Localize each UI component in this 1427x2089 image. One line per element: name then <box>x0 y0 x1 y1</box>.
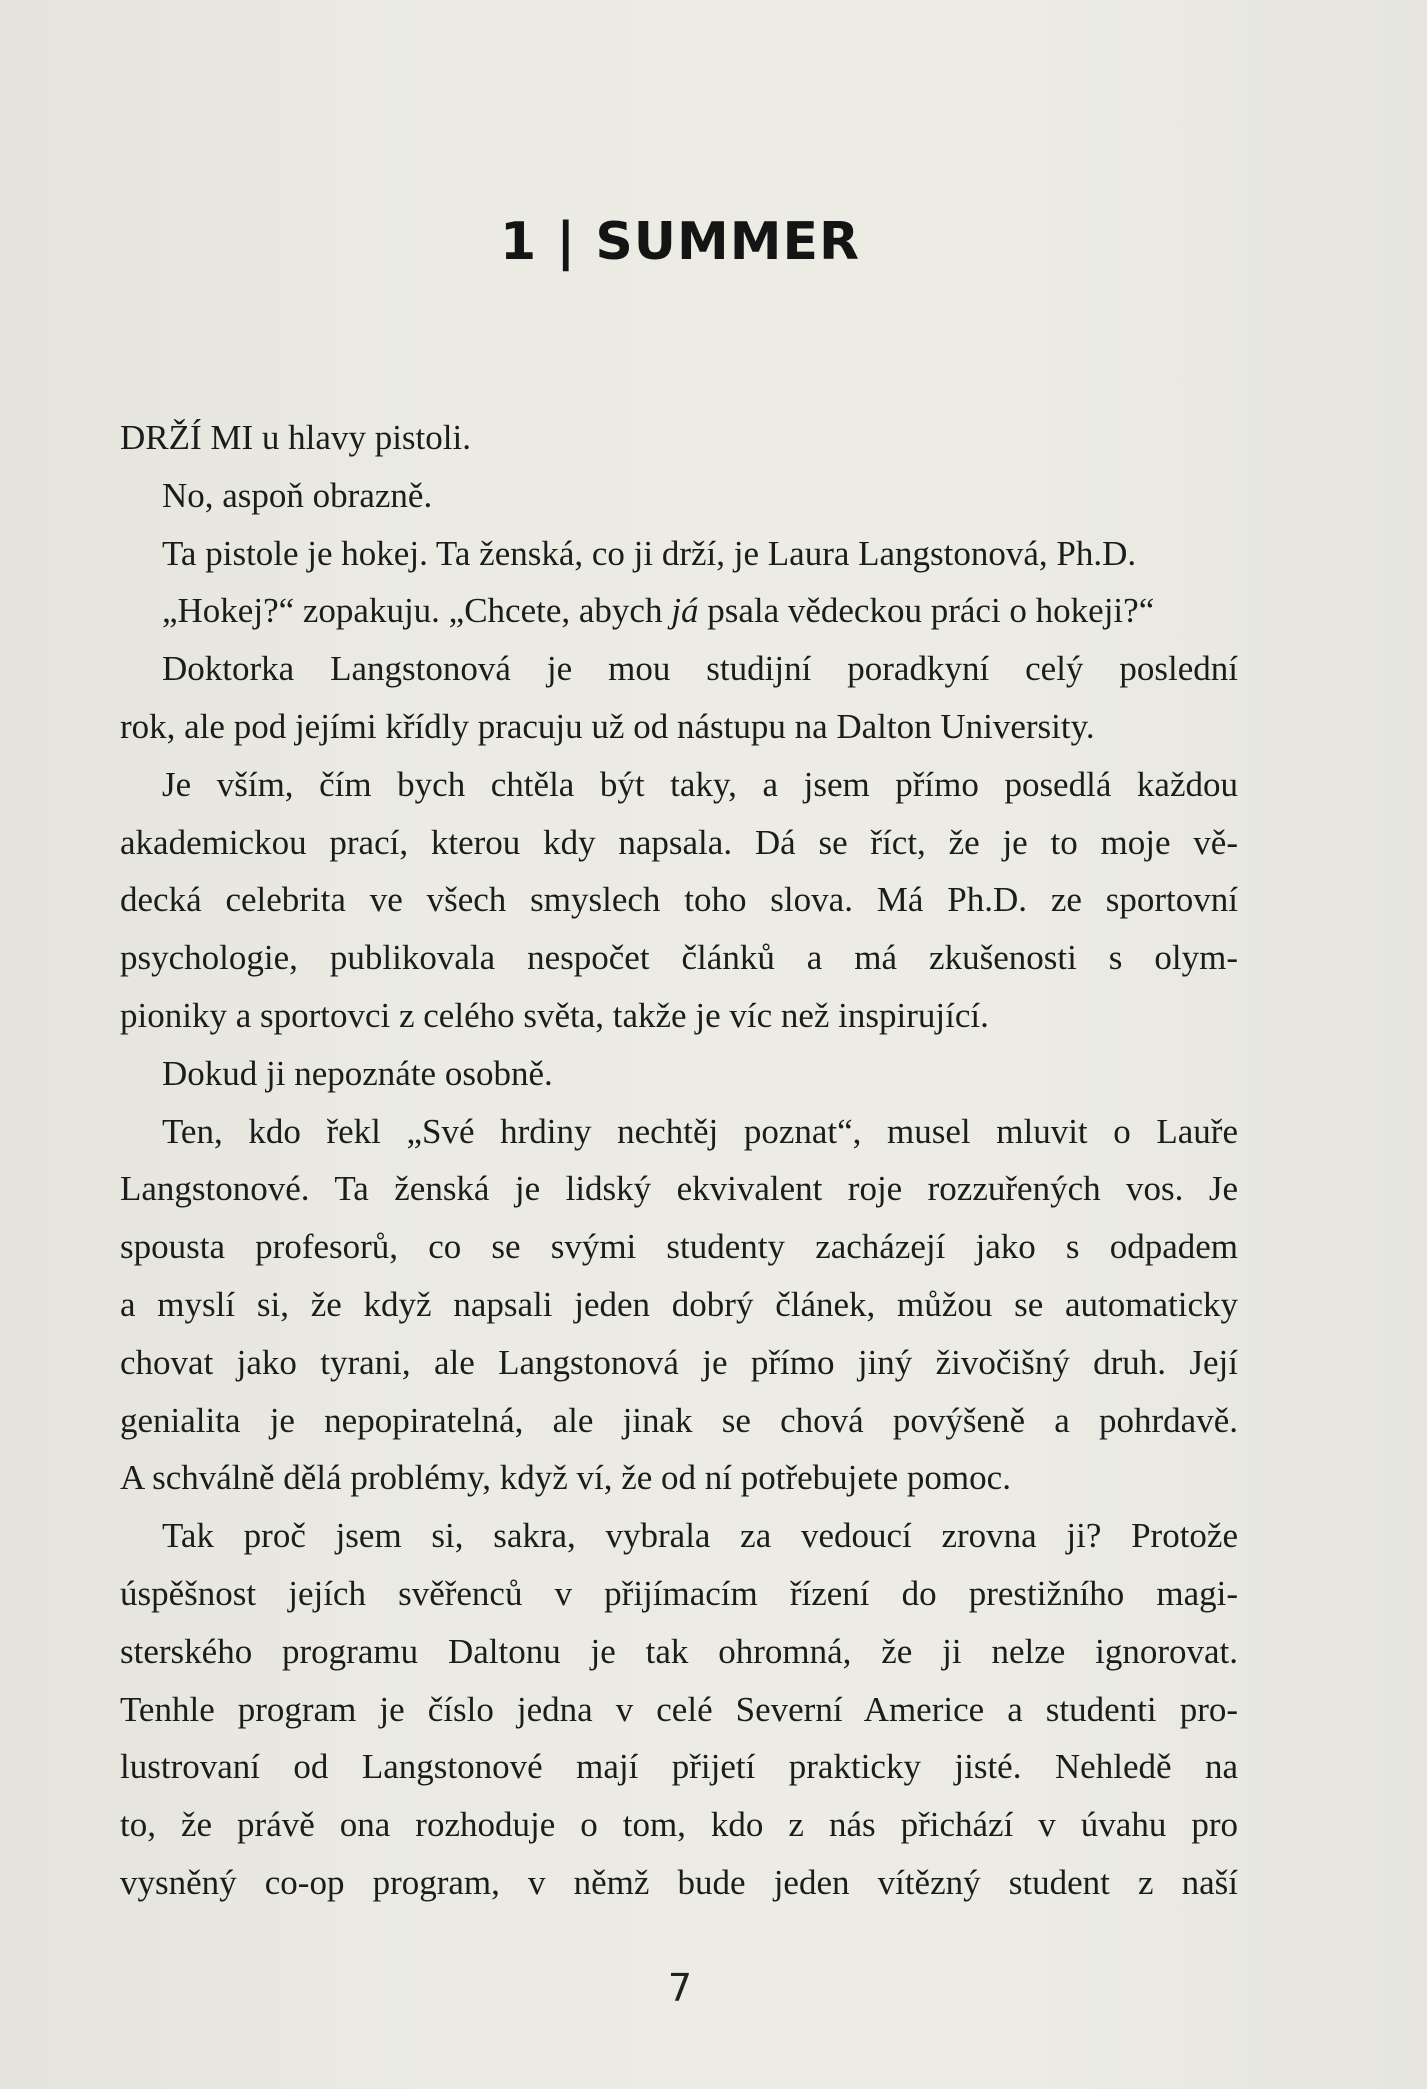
text-line: Langstonové. Ta ženská je lidský ekvivalent roje rozzuřených vos. Je <box>120 1169 1238 1209</box>
text-line: „Hokej?“ zopakuju. „Chcete, abych já psala vědeckou práci o hokeji?“ <box>162 591 1155 631</box>
text-line: Ten, kdo řekl „Své hrdiny nechtěj poznat“, musel mluvit o Lauře <box>162 1111 1238 1151</box>
text-line: a myslí si, že když napsali jeden dobrý článek, můžou se automaticky <box>120 1284 1238 1324</box>
text-line: rok, ale pod jejími křídly pracuju už od nástupu na Dalton University. <box>120 706 1095 746</box>
text-line: Tenhle program je číslo jedna v celé Severní Americe a studenti pro- <box>120 1689 1238 1729</box>
text-line: Doktorka Langstonová je mou studijní poradkyní celý poslední <box>162 649 1238 689</box>
chapter-title: 1 | SUMMER <box>499 212 861 272</box>
text-line: lustrovaní od Langstonové mají přijetí prakticky jisté. Nehledě na <box>120 1747 1238 1787</box>
text-line: pioniky a sportovci z celého světa, takže je víc než inspirující. <box>120 995 989 1035</box>
page-number: 7 <box>667 1966 693 2010</box>
text-line: to, že právě ona rozhoduje o tom, kdo z nás přichází v úvahu pro <box>120 1805 1238 1845</box>
text-line: Tak proč jsem si, sakra, vybrala za vedoucí zrovna ji? Protože <box>162 1516 1238 1556</box>
text-line: chovat jako tyrani, ale Langstonová je přímo jiný živočišný druh. Její <box>120 1342 1238 1382</box>
text-line: psychologie, publikovala nespočet článků a má zkušenosti s olym- <box>120 938 1238 978</box>
text-line: Ta pistole je hokej. Ta ženská, co ji drží, je Laura Langstonová, Ph.D. <box>162 533 1137 573</box>
text-line: akademickou prací, kterou kdy napsala. Dá se říct, že je to moje vě- <box>120 822 1238 862</box>
text-line: spousta profesorů, co se svými studenty zacházejí jako s odpadem <box>120 1227 1238 1267</box>
text-line: No, aspoň obrazně. <box>162 475 433 515</box>
body-text <box>120 409 1238 1912</box>
text-line: DRŽÍ MI u hlavy pistoli. <box>120 418 471 457</box>
emphasis: já <box>671 591 699 631</box>
text-line: sterského programu Daltonu je tak ohromná, že ji nelze ignorovat. <box>120 1631 1238 1671</box>
text-line: A schválně dělá problémy, když ví, že od ní potřebujete pomoc. <box>120 1458 1011 1498</box>
text-line: úspěšnost jejích svěřenců v přijímacím řízení do prestižního magi- <box>120 1573 1238 1613</box>
text-line: genialita je nepopiratelná, ale jinak se chová povýšeně a pohrdavě. <box>120 1400 1238 1440</box>
text-line: Dokud ji nepoznáte osobně. <box>162 1053 553 1093</box>
text-line: decká celebrita ve všech smyslech toho slova. Má Ph.D. ze sportovní <box>120 880 1238 920</box>
text-line: vysněný co-op program, v němž bude jeden vítězný student z naší <box>120 1862 1238 1902</box>
text-line: Je vším, čím bych chtěla být taky, a jsem přímo posedlá každou <box>162 764 1238 804</box>
